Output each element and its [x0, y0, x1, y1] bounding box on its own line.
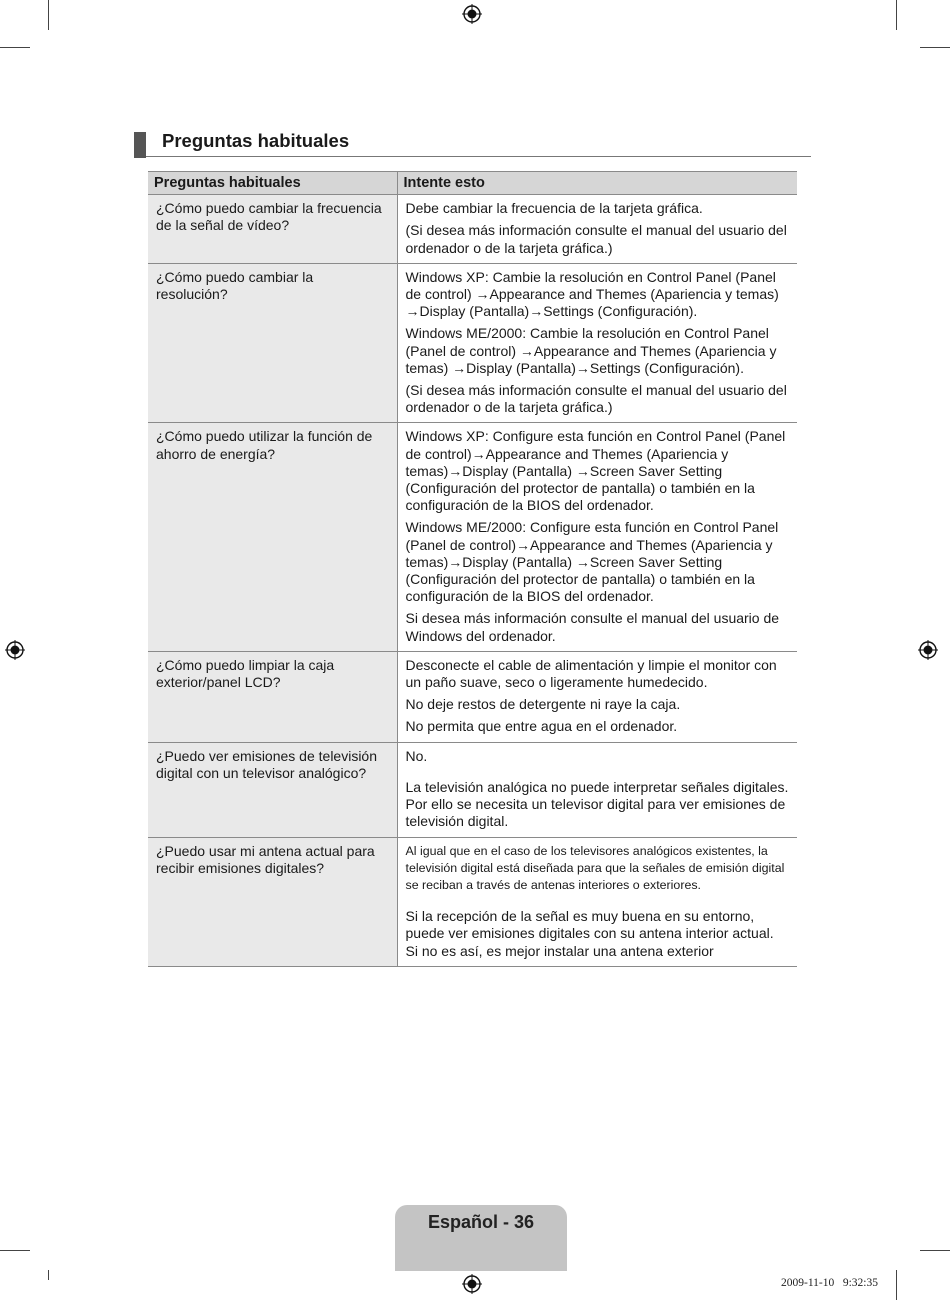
- answer-paragraph: No.: [405, 747, 428, 764]
- section-title: Preguntas habituales: [162, 130, 350, 151]
- page-number: Español - 36: [427, 1212, 535, 1232]
- table-row: [148, 263, 797, 423]
- answer-paragraph: La televisión analógica no puede interpretar señales digitales. Por ello se necesita un televisor digital para ver emisiones de televisión digital.: [405, 778, 789, 830]
- answer-paragraph: Windows XP: Configure esta función en Control Panel (Panel de control)→Appearance and Themes (Apariencia y temas)→Display (Pantalla) →Screen Saver Setting (Configuración del protector de pantalla) o también en la configuración de la BIOS del ordenador.: [405, 428, 786, 514]
- crop-mark: [920, 47, 950, 48]
- answer-cell: [397, 423, 797, 651]
- column-header-question: Preguntas habituales: [148, 172, 397, 195]
- answer-cell: [397, 195, 797, 264]
- answer-paragraph: Si la recepción de la señal es muy buena en su entorno, puede ver emisiones digitales con su antena interior actual. Si no es así, es mejor instalar una antena exterior: [405, 908, 774, 959]
- registration-mark-icon: [462, 1274, 482, 1294]
- answer-cell: [397, 837, 797, 966]
- question-cell: ¿Cómo puedo cambiar la resolución?: [148, 263, 397, 423]
- crop-mark: [896, 1270, 897, 1300]
- answer-paragraph: Windows XP: Cambie la resolución en Control Panel (Panel de control) →Appearance and Themes (Apariencia y temas) →Display (Pantalla)→Settings (Configuración).: [405, 268, 779, 320]
- table-header-row: [148, 172, 797, 195]
- answer-cell: [397, 651, 797, 742]
- answer-paragraph: Windows ME/2000: Cambie la resolución en Control Panel (Panel de control) →Appearance and Themes (Apariencia y temas) →Display (Pantalla)→Settings (Configuración).: [405, 325, 777, 376]
- answer-paragraph: No deje restos de detergente ni raye la caja.: [405, 696, 681, 713]
- crop-mark: [896, 0, 897, 30]
- column-header-answer: Intente esto: [397, 172, 797, 195]
- question-cell: ¿Puedo usar mi antena actual para recibir emisiones digitales?: [148, 837, 397, 966]
- answer-paragraph: Windows ME/2000: Configure esta función en Control Panel (Panel de control)→Appearance and Themes (Apariencia y temas)→Display (Pantalla) →Screen Saver Setting (Configuración del protector de pantalla) o también en la configuración de la BIOS del ordenador.: [405, 519, 779, 605]
- section-divider: [146, 156, 811, 157]
- answer-paragraph: Debe cambiar la frecuencia de la tarjeta gráfica.: [405, 200, 703, 217]
- registration-mark-icon: [462, 4, 482, 24]
- table-row: [148, 651, 797, 742]
- question-cell: ¿Cómo puedo cambiar la frecuencia de la señal de vídeo?: [148, 195, 397, 264]
- answer-cell: [397, 263, 797, 423]
- table-row: [148, 837, 797, 966]
- question-cell: ¿Cómo puedo limpiar la caja exterior/panel LCD?: [148, 651, 397, 742]
- answer-paragraph: Al igual que en el caso de los televisores analógicos existentes, la televisión digital está diseñada para que la señales de emisión digital se reciban a través de antenas interiores o exteriores.: [405, 843, 785, 892]
- crop-mark: [48, 1270, 49, 1280]
- registration-mark-icon: [5, 640, 25, 660]
- question-cell: ¿Puedo ver emisiones de televisión digital con un televisor analógico?: [148, 742, 397, 837]
- table-row: [148, 423, 797, 651]
- registration-mark-icon: [918, 640, 938, 660]
- answer-cell: [397, 742, 797, 837]
- crop-mark: [0, 1250, 30, 1251]
- answer-paragraph: (Si desea más información consulte el manual del usuario del ordenador o de la tarjeta gráfica.): [405, 222, 787, 256]
- answer-paragraph: (Si desea más información consulte el manual del usuario del ordenador o de la tarjeta gráfica.): [405, 382, 787, 416]
- crop-mark: [48, 0, 49, 30]
- table-row: [148, 195, 797, 264]
- answer-paragraph: Si desea más información consulte el manual del usuario de Windows del ordenador.: [405, 610, 780, 644]
- answer-paragraph: No permita que entre agua en el ordenador.: [405, 718, 678, 735]
- question-cell: ¿Cómo puedo utilizar la función de ahorro de energía?: [148, 423, 397, 651]
- print-timestamp: 2009-11-10 9:32:35: [781, 1277, 878, 1289]
- table-row: [148, 742, 797, 837]
- crop-mark: [920, 1250, 950, 1251]
- answer-paragraph: Desconecte el cable de alimentación y limpie el monitor con un paño suave, seco o ligeramente humedecido.: [405, 656, 777, 691]
- section-marker: [134, 132, 146, 158]
- crop-mark: [0, 47, 30, 48]
- faq-table: [148, 171, 797, 967]
